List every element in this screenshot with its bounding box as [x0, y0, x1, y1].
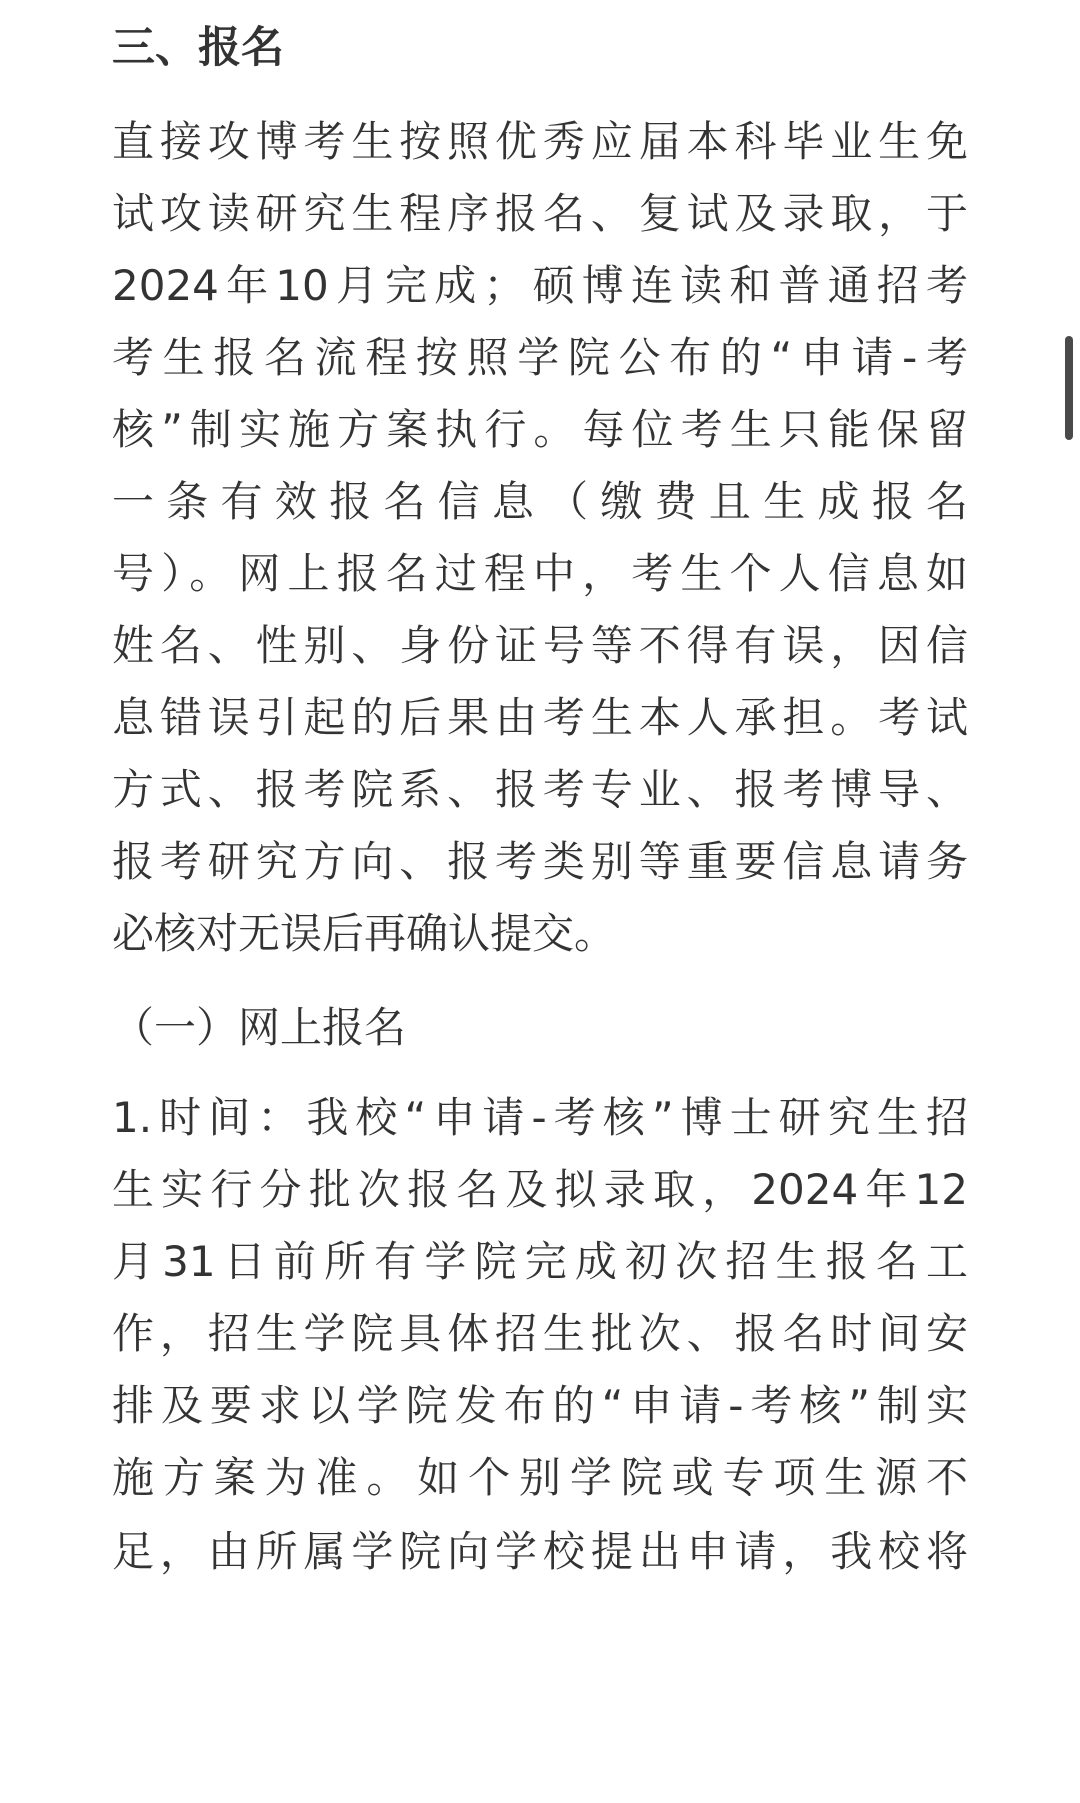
paragraph-line: 报考研究方向、报考类别等重要信息请务 — [112, 837, 968, 886]
section-heading: 三、报名 — [112, 23, 284, 73]
paragraph-line: 考生报名流程按照学院公布的“申请-考 — [112, 333, 968, 382]
paragraph-line: 号）。网上报名过程中，考生个人信息如 — [112, 549, 968, 598]
paragraph-line: 息错误引起的后果由考生本人承担。考试 — [112, 693, 968, 742]
paragraph-line: 核”制实施方案执行。每位考生只能保留 — [112, 405, 968, 454]
paragraph-line: 方式、报考院系、报考专业、报考博导、 — [112, 765, 968, 814]
paragraph-line: 1.时间：我校“申请-考核”博士研究生招 — [112, 1093, 968, 1142]
paragraph-line-partial: 足，由所属学院向学校提出申请，我校将 — [112, 1527, 968, 1576]
subsection-heading: （一）网上报名 — [112, 1003, 407, 1052]
scrollbar-thumb[interactable] — [1065, 336, 1073, 440]
paragraph-line: 试攻读研究生程序报名、复试及录取，于 — [112, 189, 968, 238]
paragraph-line: 作，招生学院具体招生批次、报名时间安 — [112, 1309, 968, 1358]
paragraph-line: 排及要求以学院发布的“申请-考核”制实 — [112, 1381, 968, 1430]
paragraph-line: 直接攻博考生按照优秀应届本科毕业生免 — [112, 117, 968, 166]
paragraph-line: 一条有效报名信息（缴费且生成报名 — [112, 477, 968, 526]
scrollbar[interactable] — [1060, 0, 1080, 1803]
paragraph-line: 月31日前所有学院完成初次招生报名工 — [112, 1237, 968, 1286]
paragraph-line: 施方案为准。如个别学院或专项生源不 — [112, 1453, 968, 1502]
paragraph-line: 生实行分批次报名及拟录取，2024年12 — [112, 1165, 968, 1214]
bottom-edge — [0, 1785, 1080, 1803]
paragraph-line: 必核对无误后再确认提交。 — [112, 909, 617, 958]
paragraph-line: 2024年10月完成；硕博连读和普通招考 — [112, 261, 968, 310]
paragraph-line: 姓名、性别、身份证号等不得有误，因信 — [112, 621, 968, 670]
